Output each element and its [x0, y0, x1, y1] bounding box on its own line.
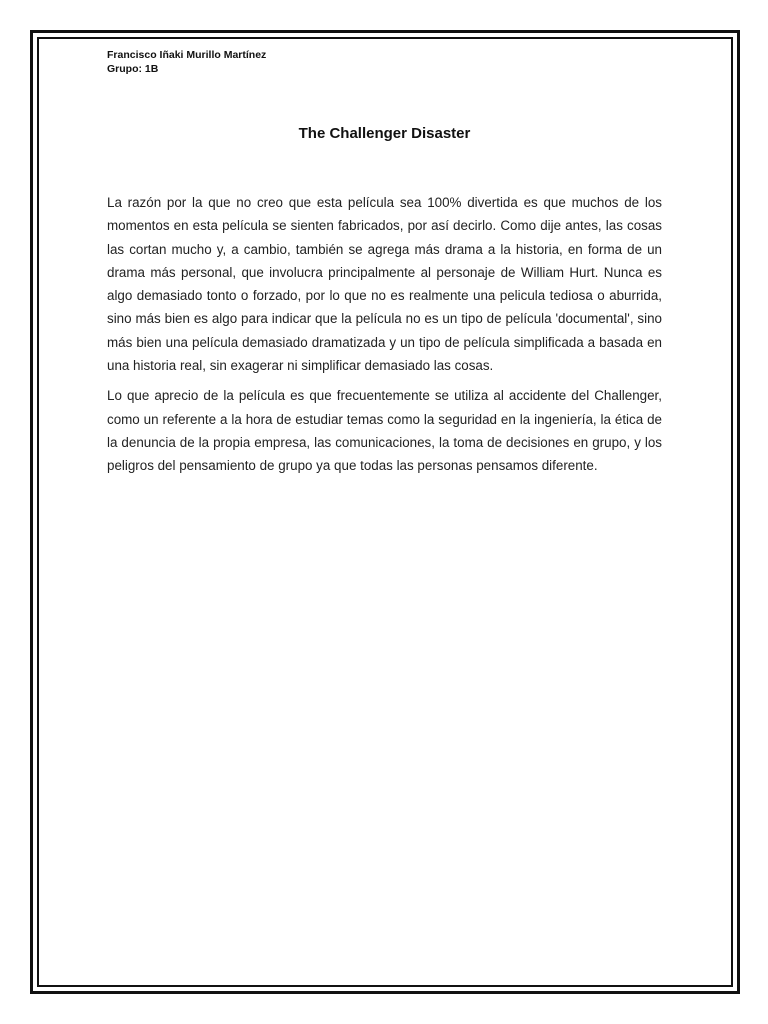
- document-body: [107, 191, 662, 485]
- author-name: Francisco Iñaki Murillo Martínez: [107, 49, 267, 61]
- paragraph-1: La razón por la que no creo que esta película sea 100% divertida es que muchos de los momentos en esta película se sienten fabricados, por así decirlo. Como dije antes, las cosas las cortan mucho y, a cambio, también se agrega más drama a la historia, en forma de un drama más personal, que involucra principalmente al personaje de William Hurt. Nunca es algo demasiado tonto o forzado, por lo que no es realmente una pelicula tediosa o aburrida, sino más bien es algo para indicar que la película no es un tipo de película 'documental', sino más bien una película demasiado dramatizada y un tipo de película simplificada a basada en una historia real, sin exagerar ni simplificar demasiado las cosas.: [107, 195, 662, 374]
- group-label: Grupo: 1B: [107, 63, 159, 75]
- page-border-inner: [37, 37, 733, 987]
- paragraph-2: Lo que aprecio de la película es que frecuentemente se utiliza al accidente del Challenger, como un referente a la hora de estudiar temas como la seguridad en la ingeniería, la ética de la denuncia de la propia empresa, las comunicaciones, la toma de decisiones en grupo, y los peligros del pensamiento de grupo ya que todas las personas pensamos diferente.: [107, 388, 662, 474]
- document-title: The Challenger Disaster: [298, 125, 471, 142]
- document-header: [107, 48, 266, 76]
